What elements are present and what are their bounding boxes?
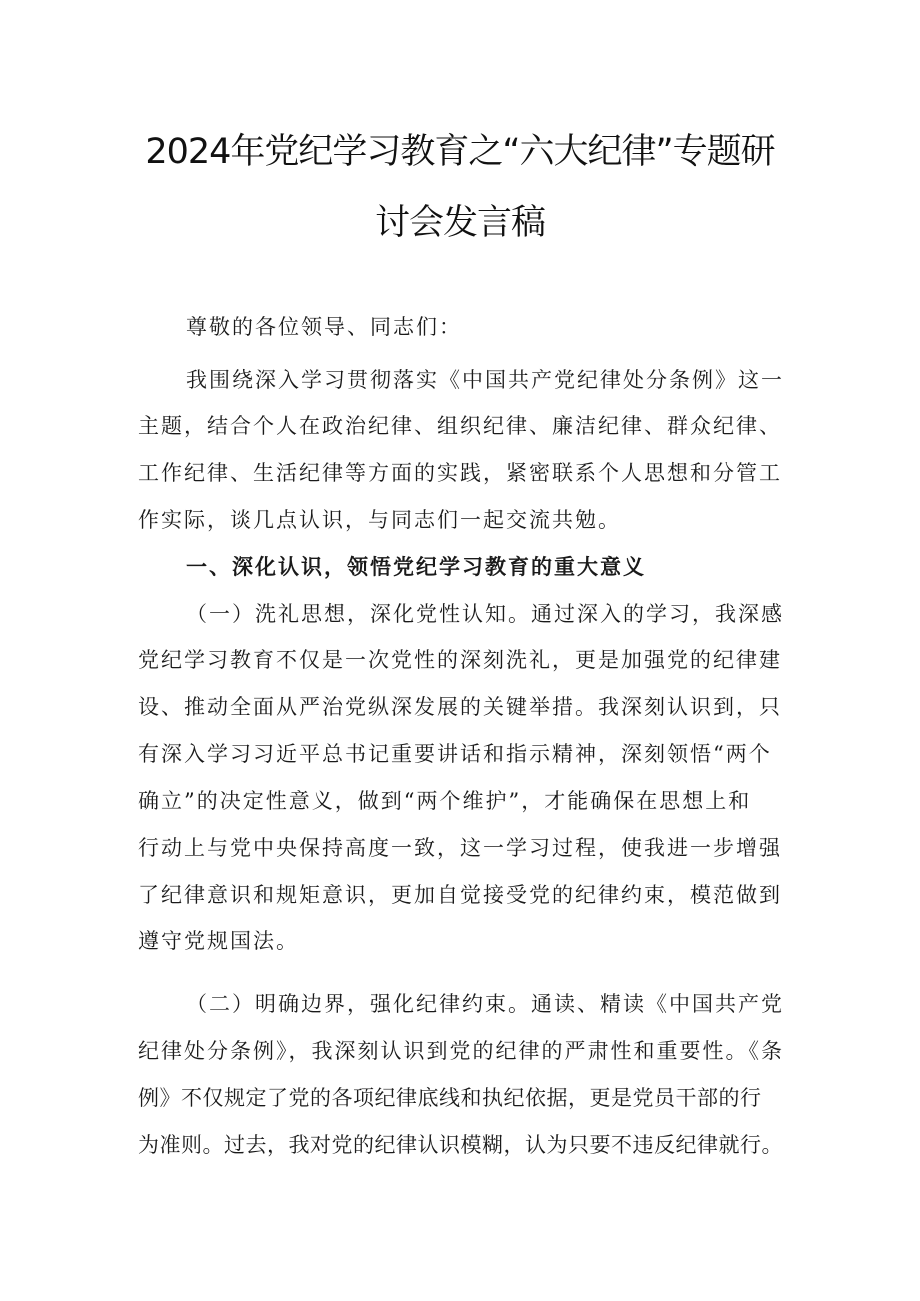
salutation: 尊敬的各位领导、同志们：	[186, 315, 462, 339]
paragraph-line: 主题，结合个人在政治纪律、组织纪律、廉洁纪律、群众纪律、	[138, 414, 782, 438]
paragraph-line: 了纪律意识和规矩意识，更加自觉接受党的纪律约束，模范做到	[138, 883, 782, 907]
section-heading-1: 一、深化认识，领悟党纪学习教育的重大意义	[186, 554, 646, 579]
document-title-line-2: 讨会发言稿	[374, 203, 545, 243]
paragraph-line: 确立”的决定性意义，做到“两个维护”，才能确保在思想上和	[138, 789, 752, 813]
paragraph-line: 设、推动全面从严治党纵深发展的关键举措。我深刻认识到，只	[138, 695, 782, 719]
paragraph-line: 党纪学习教育不仅是一次党性的深刻洗礼，更是加强党的纪律建	[138, 648, 782, 672]
paragraph-line: （一）洗礼思想，深化党性认知。通过深入的学习，我深感	[186, 602, 784, 626]
paragraph-line: 工作纪律、生活纪律等方面的实践，紧密联系个人思想和分管工	[138, 461, 782, 485]
paragraph-line: 例》不仅规定了党的各项纪律底线和执纪依据，更是党员干部的行	[138, 1086, 762, 1110]
paragraph-line: 为准则。过去，我对党的纪律认识模糊，认为只要不违反纪律就行。	[138, 1133, 783, 1157]
paragraph-line: 纪律处分条例》，我深刻认识到党的纪律的严肃性和重要性。《条	[138, 1039, 784, 1063]
paragraph-line: （二）明确边界，强化纪律约束。通读、精读《中国共产党	[186, 992, 784, 1016]
paragraph-line: 有深入学习习近平总书记重要讲话和指示精神，深刻领悟“两个	[138, 742, 772, 766]
paragraph-line: 行动上与党中央保持高度一致，这一学习过程，使我进一步增强	[138, 836, 782, 860]
paragraph-line: 遵守党规国法。	[138, 929, 299, 953]
paragraph-line: 我围绕深入学习贯彻落实《中国共产党纪律处分条例》这一	[186, 368, 784, 392]
paragraph-line: 作实际，谈几点认识，与同志们一起交流共勉。	[138, 508, 621, 532]
document-title-line-1: 2024年党纪学习教育之“六大纪律”专题研	[145, 132, 775, 172]
